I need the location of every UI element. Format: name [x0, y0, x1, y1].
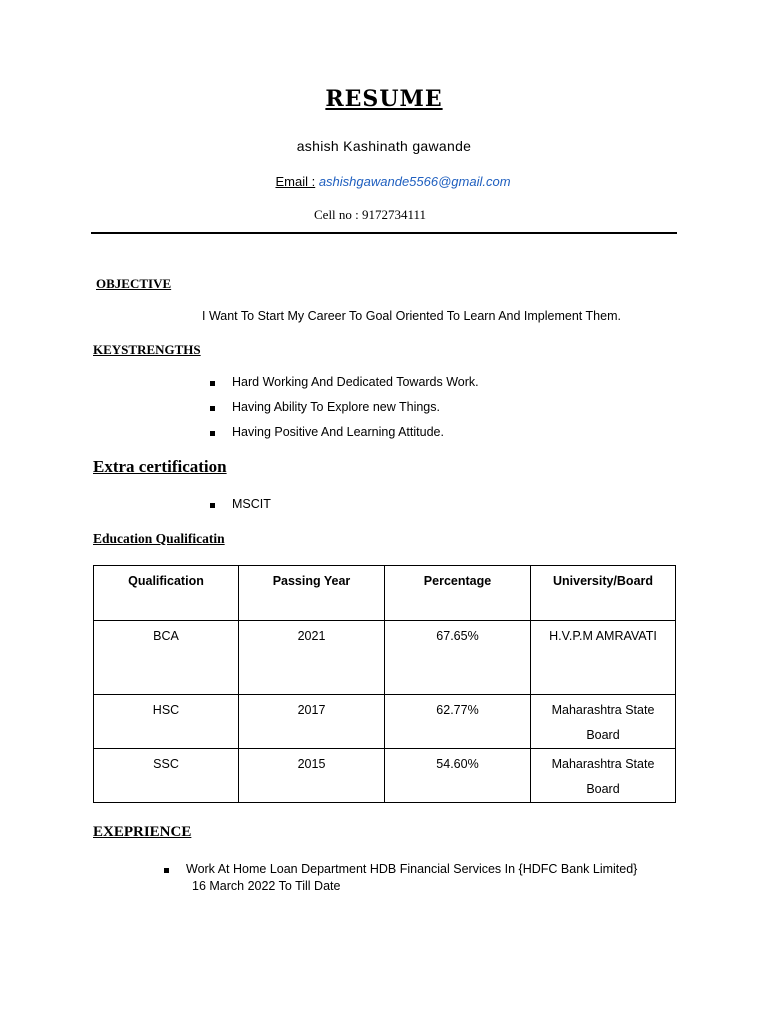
keystrength-item: Hard Working And Dedicated Towards Work. — [232, 375, 479, 389]
bullet-icon — [210, 503, 215, 508]
table-cell: HSC — [94, 695, 239, 749]
education-heading: Education Qualificatin — [93, 531, 225, 546]
keystrength-item: Having Positive And Learning Attitude. — [232, 425, 444, 439]
table-cell: 54.60% — [385, 749, 531, 803]
experience-duration: 16 March 2022 To Till Date — [192, 879, 341, 893]
column-header: Qualification — [94, 566, 239, 621]
bullet-icon — [164, 868, 169, 873]
table-cell: 2017 — [239, 695, 385, 749]
table-cell: 62.77% — [385, 695, 531, 749]
table-row — [94, 749, 676, 803]
email-label: Email : — [275, 174, 316, 189]
table-cell: 67.65% — [385, 621, 531, 695]
table-row — [94, 621, 676, 695]
list-item — [232, 425, 444, 439]
list-item — [232, 400, 440, 414]
list-item — [232, 497, 271, 511]
header-divider — [91, 232, 677, 234]
column-header: Passing Year — [239, 566, 385, 621]
table-cell: 2015 — [239, 749, 385, 803]
keystrength-item: Having Ability To Explore new Things. — [232, 400, 440, 414]
experience-heading: EXEPRIENCE — [93, 824, 192, 840]
email-line — [0, 174, 768, 189]
table-header-row — [94, 566, 676, 621]
experience-item: Work At Home Loan Department HDB Financial Services In {HDFC Bank Limited} — [186, 862, 638, 876]
certification-heading: Extra certification — [93, 457, 227, 476]
keystrengths-heading: KEYSTRENGTHS — [93, 342, 201, 357]
email-link[interactable]: ashishgawande5566@gmail.com — [318, 174, 511, 189]
table-cell: 2021 — [239, 621, 385, 695]
cell-number: Cell no : 9172734111 — [314, 207, 427, 222]
table-cell: H.V.P.M AMRAVATI — [531, 621, 676, 695]
bullet-icon — [210, 431, 215, 436]
table-cell: Maharashtra State Board — [531, 695, 676, 749]
list-item — [232, 375, 479, 389]
table-cell: SSC — [94, 749, 239, 803]
candidate-name: ashish Kashinath gawande — [296, 138, 472, 154]
resume-title: RESUME — [325, 86, 443, 112]
column-header: Percentage — [385, 566, 531, 621]
objective-heading: OBJECTIVE — [96, 276, 172, 291]
table-row — [94, 695, 676, 749]
table-cell: BCA — [94, 621, 239, 695]
list-item — [186, 862, 637, 876]
objective-text: I Want To Start My Career To Goal Oriented To Learn And Implement Them. — [202, 309, 621, 323]
column-header: University/Board — [531, 566, 676, 621]
bullet-icon — [210, 406, 215, 411]
table-cell: Maharashtra State Board — [531, 749, 676, 803]
education-table — [93, 565, 676, 803]
bullet-icon — [210, 381, 215, 386]
certification-item: MSCIT — [232, 497, 271, 511]
